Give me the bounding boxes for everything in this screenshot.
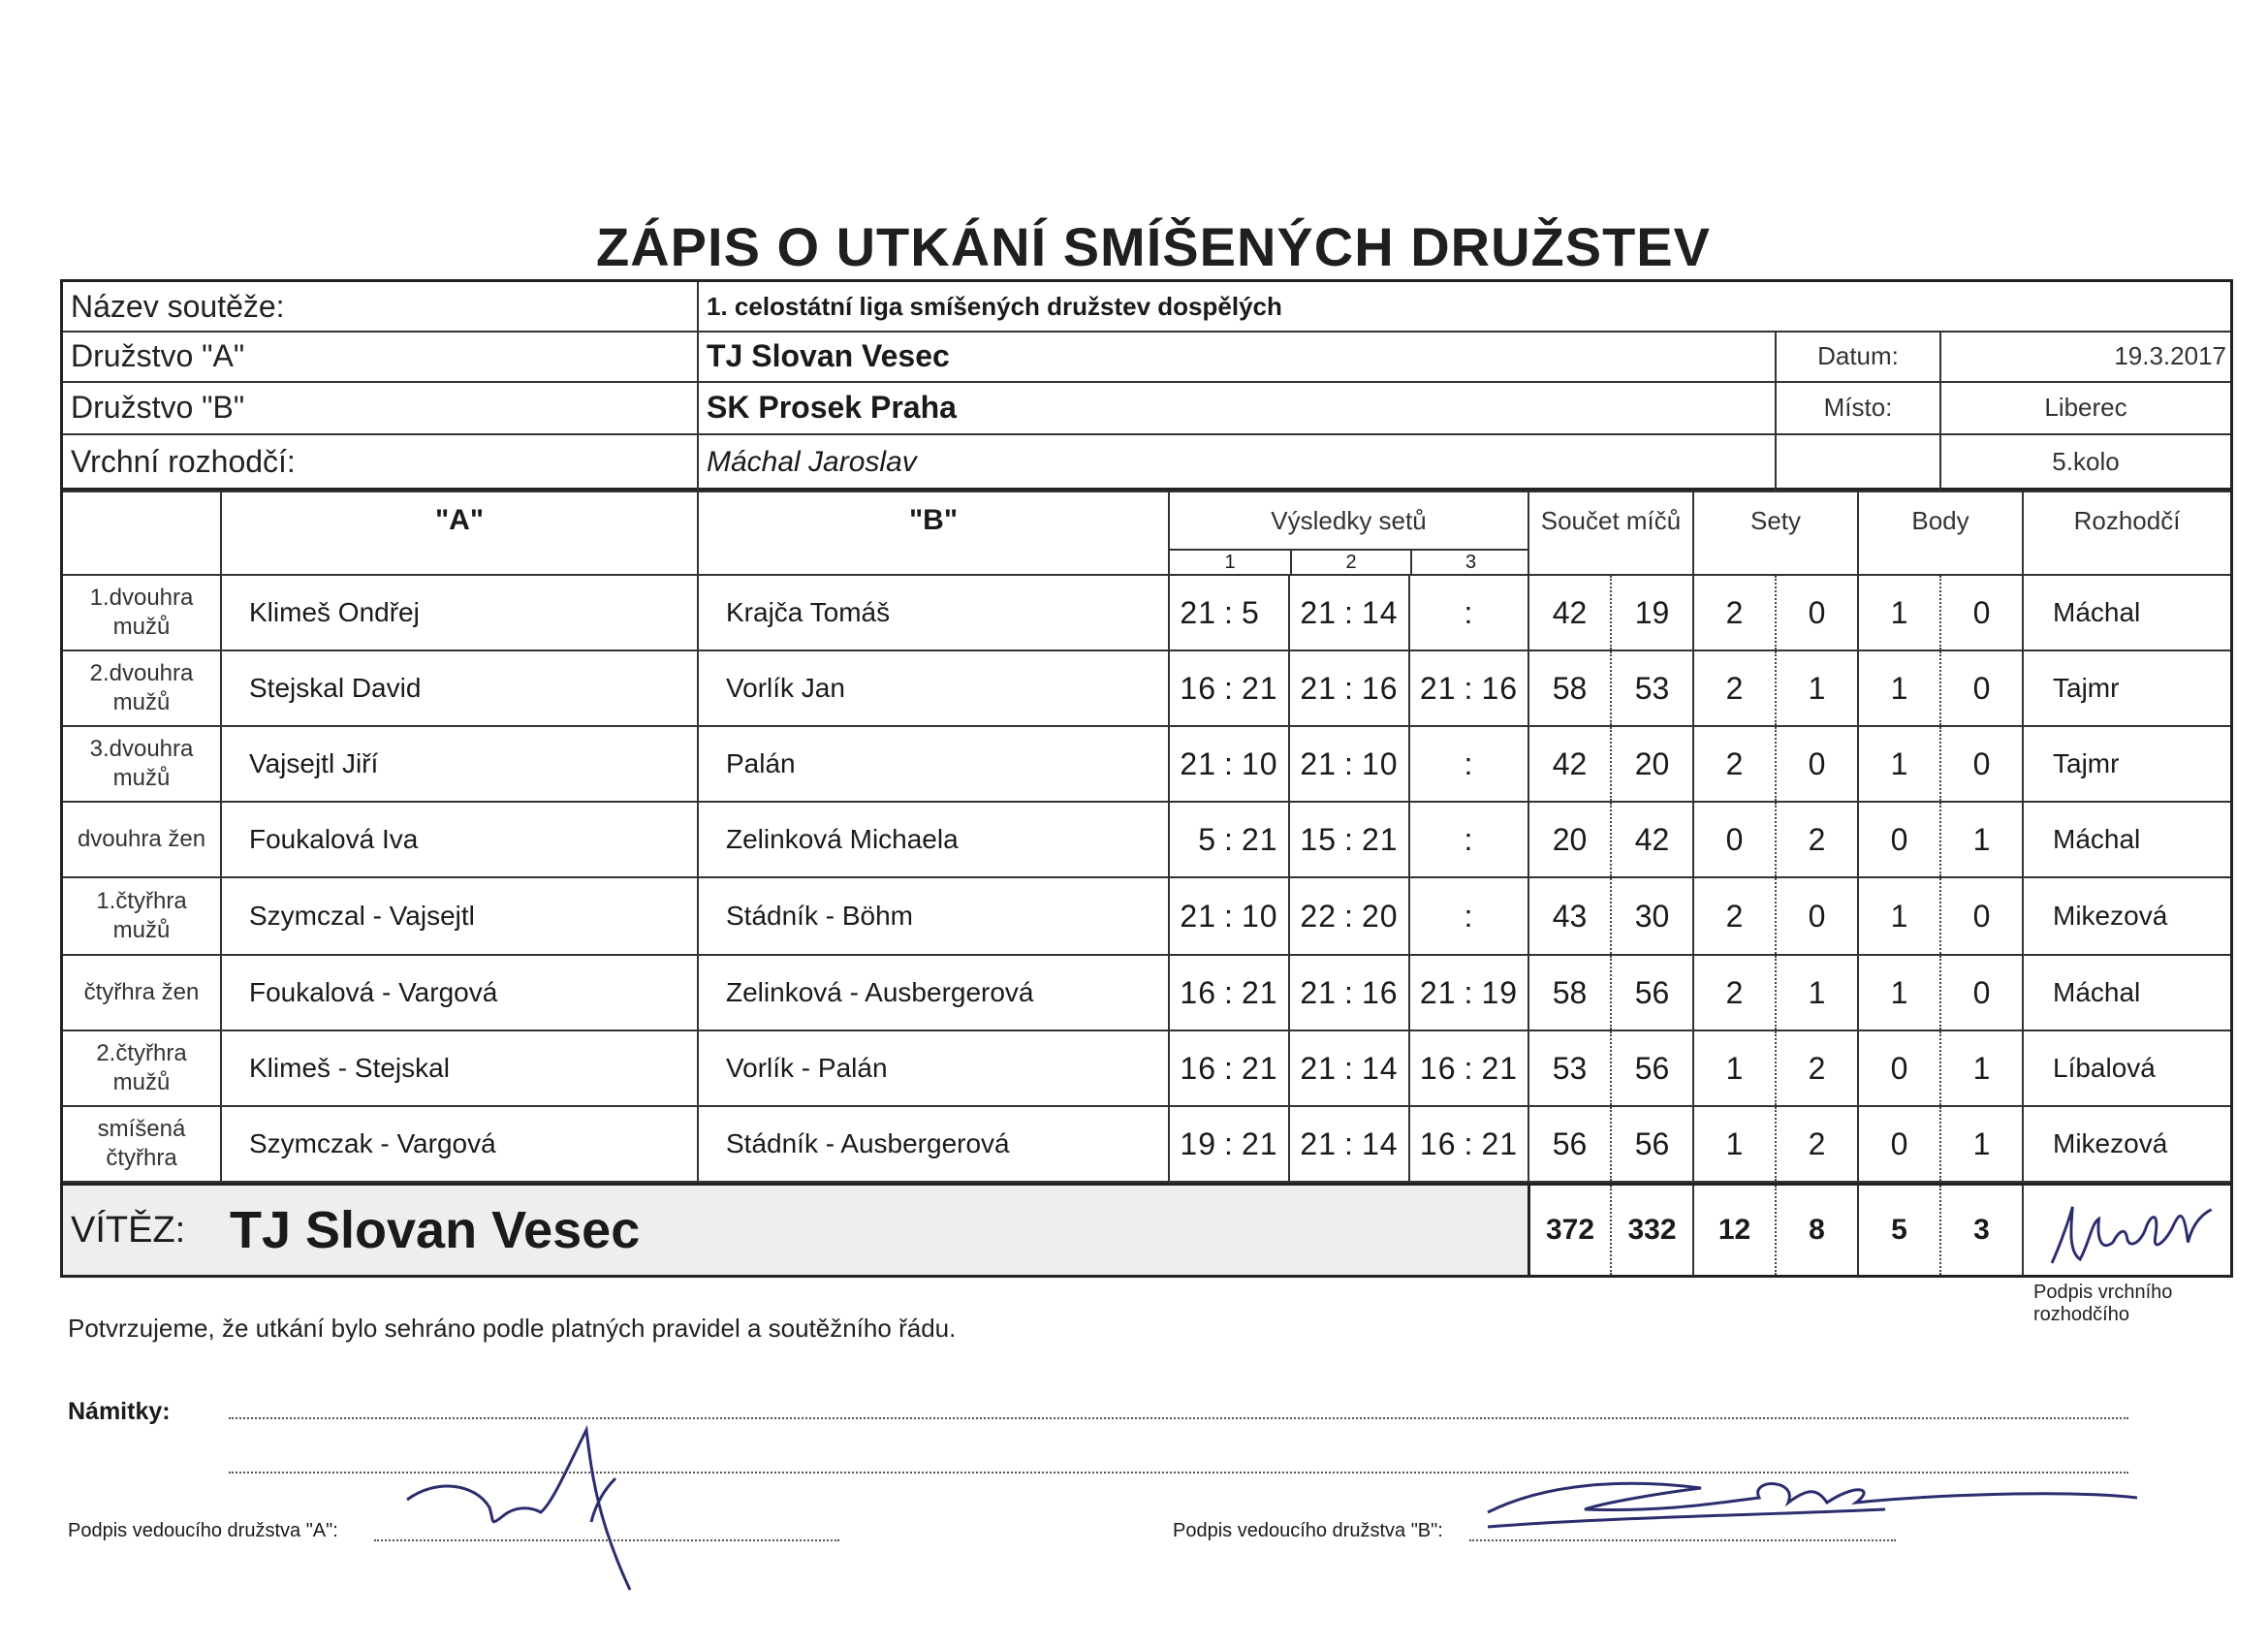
- points-a: 42: [1528, 576, 1610, 650]
- set-score-separator: :: [1344, 1125, 1354, 1161]
- set-3-score: [1408, 803, 1528, 876]
- match-category-line-1: 1.dvouhra: [89, 585, 194, 611]
- match-referee: Mikezová: [2022, 878, 2230, 954]
- competition-row: [63, 282, 2230, 333]
- sets-b: 0: [1775, 727, 1857, 801]
- match-referee: Tajmr: [2022, 651, 2230, 725]
- set-score-b: 21: [1242, 670, 1278, 706]
- winner-team: TJ Slovan Vesec: [230, 1201, 641, 1259]
- body-b: 0: [1939, 651, 2022, 725]
- header-player-b: "B": [697, 492, 1168, 574]
- header-category: [63, 492, 220, 574]
- sets-a: 2: [1692, 651, 1775, 725]
- team-b-label: Družstvo "B": [71, 389, 245, 425]
- set-score-a: 15: [1300, 821, 1337, 857]
- set-score-separator: :: [1464, 974, 1474, 1010]
- match-category: [63, 576, 220, 650]
- table-row: [63, 1031, 2230, 1107]
- points-a: 20: [1528, 803, 1610, 876]
- sets-b: 1: [1775, 651, 1857, 725]
- set-score-b: 10: [1362, 745, 1399, 781]
- set-score-separator: :: [1224, 594, 1234, 630]
- set-score-a: 16: [1180, 974, 1216, 1010]
- set-2-score: [1288, 803, 1408, 876]
- team-b-row: [63, 381, 2230, 435]
- set-3-score: [1408, 1107, 1528, 1181]
- sets-a: 2: [1692, 956, 1775, 1030]
- team-a-label: Družstvo "A": [71, 337, 245, 373]
- set-score-a: 16: [1419, 1125, 1457, 1161]
- place-value: Liberec: [1939, 381, 2230, 433]
- match-category-line-1: smíšená: [97, 1116, 186, 1142]
- set-score-separator: :: [1224, 898, 1234, 934]
- set-2-score: [1288, 956, 1408, 1030]
- match-header: [60, 279, 2233, 491]
- body-b: 0: [1939, 878, 2022, 954]
- team-b-sign-caption: Podpis vedoucího družstva "B":: [1173, 1520, 1443, 1541]
- body-a: 1: [1857, 956, 1939, 1030]
- body-a: 0: [1857, 803, 1939, 876]
- match-category: [63, 803, 220, 876]
- set-score-b: 21: [1242, 821, 1278, 857]
- points-b: 56: [1610, 1031, 1692, 1105]
- body-a: 0: [1857, 1031, 1939, 1105]
- player-a: Szymczal - Vajsejtl: [220, 878, 697, 954]
- match-category-line-2: mužů: [112, 917, 171, 943]
- table-header: [63, 491, 2230, 576]
- match-category-line-1: 2.dvouhra: [89, 660, 194, 686]
- set-score-separator: :: [1224, 1050, 1234, 1086]
- set-2-header: 2: [1290, 551, 1410, 574]
- sets-a: 2: [1692, 878, 1775, 954]
- set-2-score: [1288, 1107, 1408, 1181]
- set-score-separator: :: [1224, 974, 1234, 1010]
- set-score-separator: :: [1224, 1125, 1234, 1161]
- sets-a: 1: [1692, 1031, 1775, 1105]
- confirmation-text: Potvrzujeme, že utkání bylo sehráno podle platných pravidel a soutěžního řádu.: [68, 1314, 957, 1343]
- match-referee: Máchal: [2022, 803, 2230, 876]
- match-referee: Mikezová: [2022, 1107, 2230, 1181]
- results-table: [60, 491, 2233, 1278]
- points-b: 42: [1610, 803, 1692, 876]
- set-score-b: 16: [1481, 670, 1519, 706]
- set-score-separator: :: [1344, 1050, 1354, 1086]
- date-label: Datum:: [1775, 331, 1939, 381]
- points-a: 58: [1528, 956, 1610, 1030]
- match-category-line-1: 1.čtyřhra: [96, 888, 187, 914]
- table-row: [63, 727, 2230, 803]
- header-sets: Sety: [1692, 492, 1857, 574]
- set-1-score: [1168, 651, 1288, 725]
- match-referee: Máchal: [2022, 576, 2230, 650]
- match-category: [63, 956, 220, 1030]
- competition-value: 1. celostátní liga smíšených družstev dospělých: [697, 282, 2230, 331]
- round-value: 5.kolo: [1939, 433, 2230, 491]
- match-category: [63, 1031, 220, 1105]
- sets-b: 2: [1775, 1031, 1857, 1105]
- team-a-sign-caption: Podpis vedoucího družstva "A":: [68, 1520, 338, 1541]
- set-1-header: 1: [1224, 551, 1236, 573]
- set-score-b: 20: [1362, 898, 1399, 934]
- player-a: Stejskal David: [220, 651, 697, 725]
- sets-results-label: Výsledky setů: [1271, 506, 1427, 535]
- player-a: Szymczak - Vargová: [220, 1107, 697, 1181]
- player-b: Palán: [697, 727, 1168, 801]
- signature-machal-icon: [2024, 1185, 2230, 1277]
- set-score-b: 21: [1481, 1125, 1519, 1161]
- set-score-a: 5: [1198, 821, 1216, 857]
- set-score-a: 22: [1300, 898, 1337, 934]
- set-score-b: 21: [1242, 1125, 1278, 1161]
- match-category: [63, 727, 220, 801]
- set-score-separator: :: [1224, 670, 1234, 706]
- objections-label: Námitky:: [68, 1398, 171, 1425]
- set-score-a: 21: [1180, 594, 1216, 630]
- set-3-score: [1408, 727, 1528, 801]
- set-score-separator: :: [1344, 745, 1354, 781]
- body-b: 1: [1939, 803, 2022, 876]
- winner-label: VÍTĚZ:: [71, 1209, 186, 1251]
- match-referee: Líbalová: [2022, 1031, 2230, 1105]
- set-score-a: 16: [1180, 1050, 1216, 1086]
- set-score-b: 16: [1362, 670, 1399, 706]
- body-b: 0: [1939, 956, 2022, 1030]
- set-score-a: 21: [1300, 670, 1337, 706]
- player-b: Zelinková Michaela: [697, 803, 1168, 876]
- sets-a: 0: [1692, 803, 1775, 876]
- set-score-separator: :: [1344, 670, 1354, 706]
- match-category-line-1: čtyřhra žen: [83, 979, 200, 1005]
- set-score-a: 19: [1180, 1125, 1216, 1161]
- set-score-separator: :: [1464, 898, 1474, 934]
- set-score-separator: :: [1344, 898, 1354, 934]
- total-sets-a: 12: [1692, 1186, 1775, 1275]
- player-b: Vorlík Jan: [697, 651, 1168, 725]
- chief-signature-caption: Podpis vrchního rozhodčího: [2033, 1282, 2173, 1325]
- match-category-line-2: mužů: [112, 765, 171, 791]
- referee-row: [63, 433, 2230, 491]
- total-sets-b: 8: [1775, 1186, 1857, 1275]
- set-score-separator: :: [1464, 1050, 1474, 1086]
- body-b: 0: [1939, 576, 2022, 650]
- match-category: [63, 651, 220, 725]
- set-score-a: 21: [1300, 1125, 1337, 1161]
- table-row: [63, 878, 2230, 956]
- player-b: Stádník - Böhm: [697, 878, 1168, 954]
- set-2-score: [1288, 1031, 1408, 1105]
- points-b: 56: [1610, 1107, 1692, 1181]
- team-a-value: TJ Slovan Vesec: [697, 331, 1775, 381]
- set-score-separator: :: [1464, 745, 1474, 781]
- set-3-score: [1408, 576, 1528, 650]
- set-1-score: [1168, 956, 1288, 1030]
- points-a: 53: [1528, 1031, 1610, 1105]
- points-a: 56: [1528, 1107, 1610, 1181]
- table-row: [63, 651, 2230, 727]
- set-1-score: [1168, 1107, 1288, 1181]
- team-a-signature-icon: [397, 1410, 708, 1604]
- points-b: 20: [1610, 727, 1692, 801]
- match-category-line-1: 2.čtyřhra: [96, 1040, 187, 1066]
- set-score-separator: :: [1224, 821, 1234, 857]
- team-b-signature-icon: [1468, 1459, 2147, 1546]
- match-category-line-2: čtyřhra: [106, 1145, 177, 1171]
- table-row: [63, 803, 2230, 878]
- set-score-separator: :: [1464, 594, 1474, 630]
- table-row: [63, 956, 2230, 1031]
- set-score-a: 21: [1419, 974, 1457, 1010]
- sets-b: 2: [1775, 1107, 1857, 1181]
- body-b: 1: [1939, 1107, 2022, 1181]
- set-1-score: [1168, 576, 1288, 650]
- total-body-a: 5: [1857, 1186, 1939, 1275]
- team-a-row: [63, 331, 2230, 383]
- set-score-b: 21: [1481, 1050, 1519, 1086]
- set-score-separator: :: [1344, 974, 1354, 1010]
- points-a: 42: [1528, 727, 1610, 801]
- set-score-b: 14: [1362, 1050, 1399, 1086]
- set-score-b: 10: [1242, 898, 1278, 934]
- set-score-a: 21: [1300, 974, 1337, 1010]
- set-score-a: 16: [1180, 670, 1216, 706]
- body-b: 1: [1939, 1031, 2022, 1105]
- set-score-b: 21: [1242, 1050, 1278, 1086]
- set-number-row: [1170, 549, 1528, 574]
- body-a: 1: [1857, 576, 1939, 650]
- set-score-separator: :: [1464, 670, 1474, 706]
- body-a: 1: [1857, 651, 1939, 725]
- set-score-b: 14: [1362, 1125, 1399, 1161]
- match-category-line-1: dvouhra žen: [77, 826, 206, 852]
- set-2-score: [1288, 651, 1408, 725]
- set-score-b: 21: [1242, 974, 1278, 1010]
- sets-a: 2: [1692, 576, 1775, 650]
- header-points-sum: Součet míčů: [1528, 492, 1692, 574]
- set-3-score: [1408, 878, 1528, 954]
- sets-a: 1: [1692, 1107, 1775, 1181]
- set-1-score: [1168, 803, 1288, 876]
- empty-cell: [1775, 433, 1939, 491]
- player-a: Foukalová - Vargová: [220, 956, 697, 1030]
- header-body: Body: [1857, 492, 2022, 574]
- sets-a: 2: [1692, 727, 1775, 801]
- total-body-b: 3: [1939, 1186, 2022, 1275]
- player-b: Vorlík - Palán: [697, 1031, 1168, 1105]
- total-points-a: 372: [1528, 1186, 1610, 1275]
- set-score-a: 21: [1300, 1050, 1337, 1086]
- date-value: 19.3.2017: [1939, 331, 2230, 381]
- set-3-header: 3: [1410, 551, 1529, 574]
- set-score-separator: :: [1344, 594, 1354, 630]
- player-a: Vajsejtl Jiří: [220, 727, 697, 801]
- body-a: 1: [1857, 727, 1939, 801]
- set-score-a: 21: [1180, 898, 1216, 934]
- set-score-a: 21: [1300, 594, 1337, 630]
- set-score-b: 21: [1362, 821, 1399, 857]
- competition-label: Název soutěže:: [71, 288, 285, 324]
- player-a: Klimeš Ondřej: [220, 576, 697, 650]
- set-score-a: 21: [1300, 745, 1337, 781]
- set-2-score: [1288, 727, 1408, 801]
- body-b: 0: [1939, 727, 2022, 801]
- match-referee: Tajmr: [2022, 727, 2230, 801]
- body-a: 1: [1857, 878, 1939, 954]
- set-1-score: [1168, 878, 1288, 954]
- document-title: ZÁPIS O UTKÁNÍ SMÍŠENÝCH DRUŽSTEV: [596, 216, 1711, 277]
- place-label: Místo:: [1775, 381, 1939, 433]
- points-b: 53: [1610, 651, 1692, 725]
- chief-referee-label: Vrchní rozhodčí:: [71, 444, 296, 479]
- set-score-a: 21: [1419, 670, 1457, 706]
- match-category-line-2: mužů: [112, 1069, 171, 1095]
- table-row: [63, 576, 2230, 651]
- sets-b: 2: [1775, 803, 1857, 876]
- set-score-a: 16: [1419, 1050, 1457, 1086]
- set-score-separator: :: [1344, 821, 1354, 857]
- header-set-results: [1168, 492, 1528, 574]
- match-category-line-1: 3.dvouhra: [89, 736, 194, 762]
- set-score-b: 14: [1362, 594, 1399, 630]
- set-score-separator: :: [1464, 1125, 1474, 1161]
- set-score-separator: :: [1464, 821, 1474, 857]
- team-b-value: SK Prosek Praha: [697, 381, 1775, 433]
- sets-b: 1: [1775, 956, 1857, 1030]
- player-a: Klimeš - Stejskal: [220, 1031, 697, 1105]
- match-category-line-2: mužů: [112, 689, 171, 715]
- match-category-line-2: mužů: [112, 614, 171, 640]
- header-player-a: "A": [220, 492, 697, 574]
- points-a: 58: [1528, 651, 1610, 725]
- total-points-b: 332: [1610, 1186, 1692, 1275]
- match-category: [63, 878, 220, 954]
- winner-row: [63, 1183, 2230, 1275]
- set-score-b: 16: [1362, 974, 1399, 1010]
- player-b: Krajča Tomáš: [697, 576, 1168, 650]
- match-referee: Máchal: [2022, 956, 2230, 1030]
- player-a: Foukalová Iva: [220, 803, 697, 876]
- set-score-b: 5: [1242, 594, 1260, 630]
- header-referee: Rozhodčí: [2022, 492, 2230, 574]
- set-score-separator: :: [1224, 745, 1234, 781]
- set-1-score: [1168, 1031, 1288, 1105]
- set-2-score: [1288, 878, 1408, 954]
- table-row: [63, 1107, 2230, 1183]
- set-3-score: [1408, 1031, 1528, 1105]
- sets-b: 0: [1775, 576, 1857, 650]
- points-a: 43: [1528, 878, 1610, 954]
- set-2-score: [1288, 576, 1408, 650]
- points-b: 19: [1610, 576, 1692, 650]
- points-b: 30: [1610, 878, 1692, 954]
- player-b: Stádník - Ausbergerová: [697, 1107, 1168, 1181]
- points-b: 56: [1610, 956, 1692, 1030]
- set-3-score: [1408, 651, 1528, 725]
- sets-b: 0: [1775, 878, 1857, 954]
- player-b: Zelinková - Ausbergerová: [697, 956, 1168, 1030]
- chief-referee-value: Máchal Jaroslav: [697, 433, 1775, 491]
- set-score-a: 21: [1180, 745, 1216, 781]
- set-score-b: 19: [1481, 974, 1519, 1010]
- set-1-score: [1168, 727, 1288, 801]
- set-score-b: 10: [1242, 745, 1278, 781]
- set-3-score: [1408, 956, 1528, 1030]
- chief-referee-signature: [2022, 1186, 2230, 1275]
- match-category: [63, 1107, 220, 1181]
- body-a: 0: [1857, 1107, 1939, 1181]
